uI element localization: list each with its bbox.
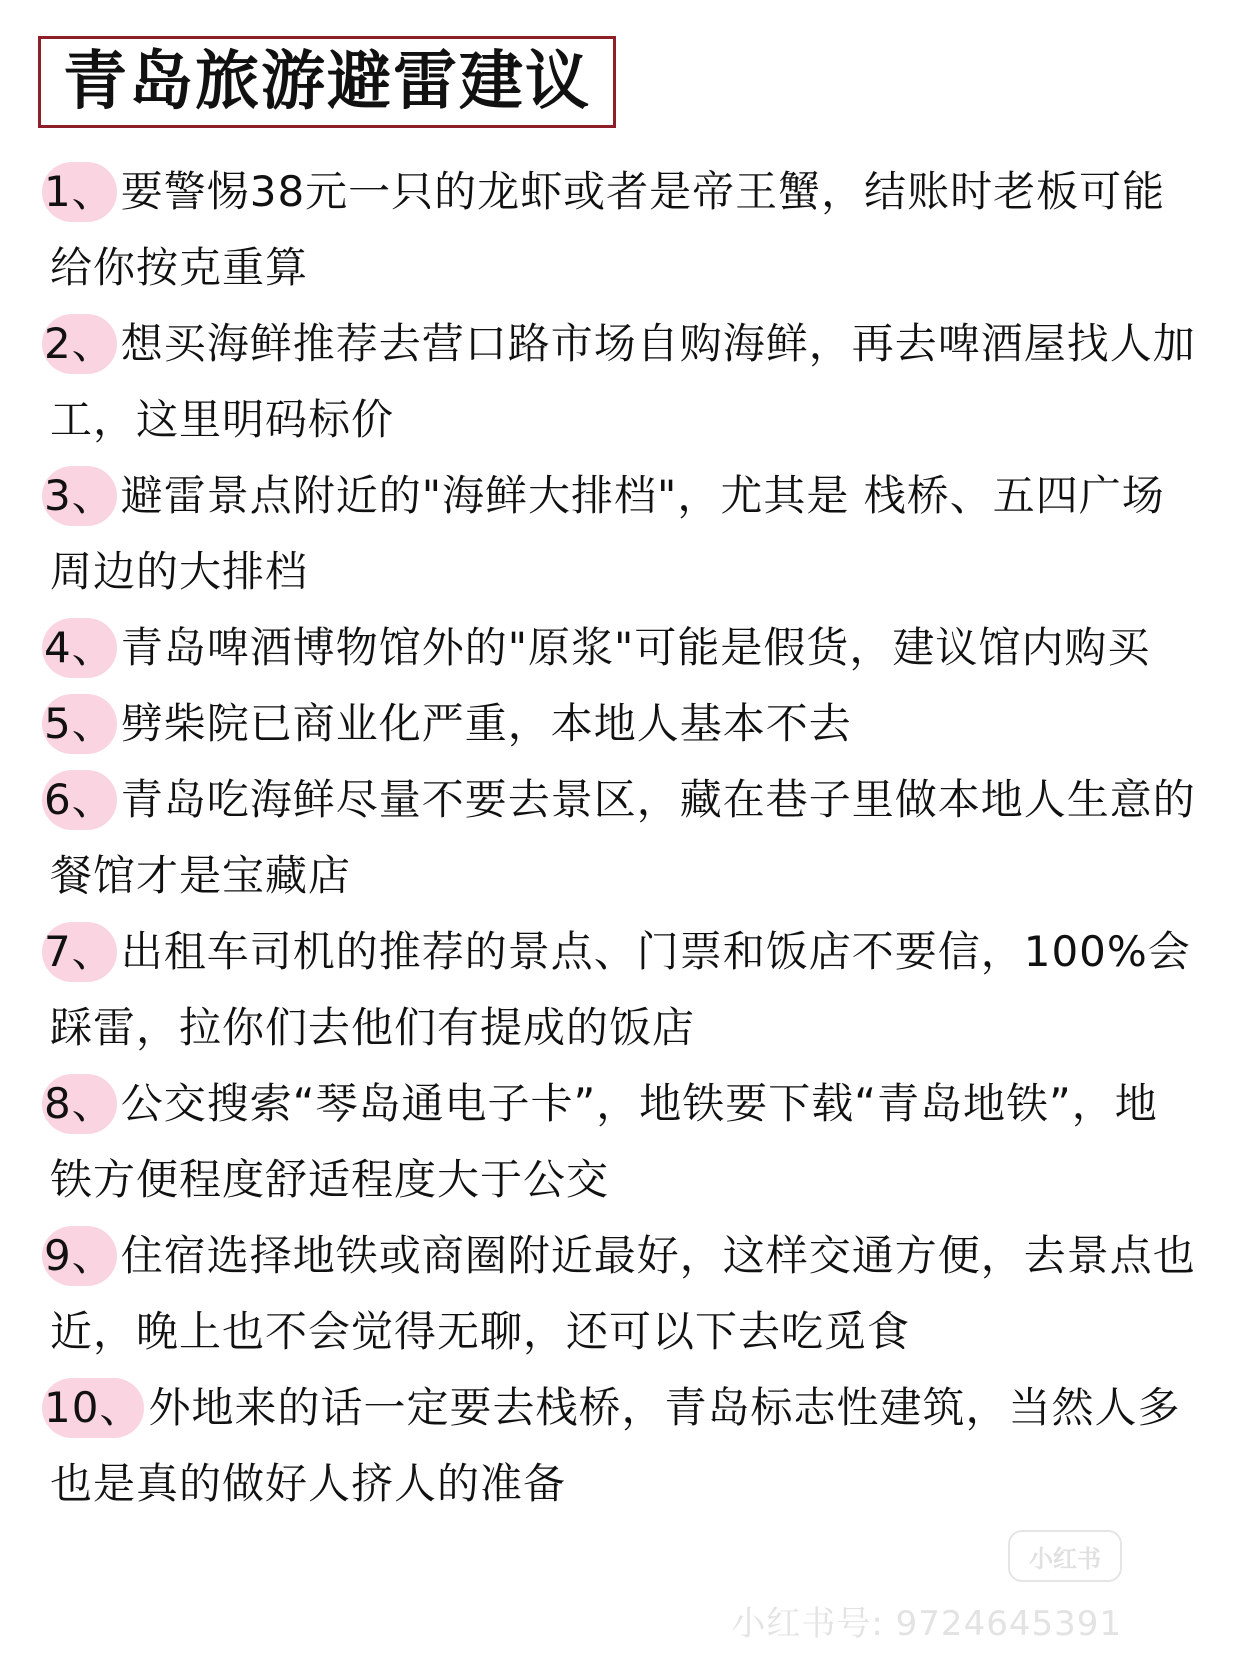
tip-text: 青岛吃海鲜尽量不要去景区，藏在巷子里做本地人生意的餐馆才是宝藏店 <box>50 775 1196 900</box>
tip-item <box>44 1218 1200 1370</box>
tip-text: 要警惕38元一只的龙虾或者是帝王蟹，结账时老板可能给你按克重算 <box>50 167 1166 292</box>
tip-number: 1、 <box>42 162 117 222</box>
tip-text: 避雷景点附近的"海鲜大排档"，尤其是 栈桥、五四广场周边的大排档 <box>50 471 1165 596</box>
tip-number: 5、 <box>42 694 117 754</box>
tip-number: 3、 <box>42 466 117 526</box>
tips-list <box>44 154 1200 1522</box>
tip-item <box>44 154 1200 306</box>
watermark-logo: 小红书 <box>1008 1530 1122 1582</box>
watermark-id: 小红书号: 9724645391 <box>731 1604 1122 1644</box>
tip-item <box>44 1370 1200 1522</box>
tip-number: 4、 <box>42 618 117 678</box>
tip-number: 2、 <box>42 314 117 374</box>
tip-text: 想买海鲜推荐去营口路市场自购海鲜，再去啤酒屋找人加工，这里明码标价 <box>50 319 1196 444</box>
tip-text: 外地来的话一定要去栈桥，青岛标志性建筑，当然人多也是真的做好人挤人的准备 <box>50 1383 1181 1508</box>
tip-text: 青岛啤酒博物馆外的"原浆"可能是假货，建议馆内购买 <box>120 623 1151 672</box>
tip-number: 7、 <box>42 922 117 982</box>
tip-item <box>44 306 1200 458</box>
tip-number: 10、 <box>42 1378 144 1438</box>
tip-item <box>44 686 1200 762</box>
title-box <box>38 36 616 128</box>
tip-item <box>44 762 1200 914</box>
tip-number: 8、 <box>42 1074 117 1134</box>
tip-text: 公交搜索“琴岛通电子卡”，地铁要下载“青岛地铁”，地铁方便程度舒适程度大于公交 <box>50 1079 1158 1204</box>
tip-item <box>44 610 1200 686</box>
tip-item <box>44 1066 1200 1218</box>
tip-number: 6、 <box>42 770 117 830</box>
tip-item <box>44 914 1200 1066</box>
tip-text: 住宿选择地铁或商圈附近最好，这样交通方便，去景点也近，晚上也不会觉得无聊，还可以下去吃觅食 <box>50 1231 1196 1356</box>
page-title: 青岛旅游避雷建议 <box>63 45 591 119</box>
tip-item <box>44 458 1200 610</box>
tip-number: 9、 <box>42 1226 117 1286</box>
tip-text: 劈柴院已商业化严重，本地人基本不去 <box>120 699 852 748</box>
tip-text: 出租车司机的推荐的景点、门票和饭店不要信，100%会踩雷，拉你们去他们有提成的饭店 <box>50 927 1191 1052</box>
